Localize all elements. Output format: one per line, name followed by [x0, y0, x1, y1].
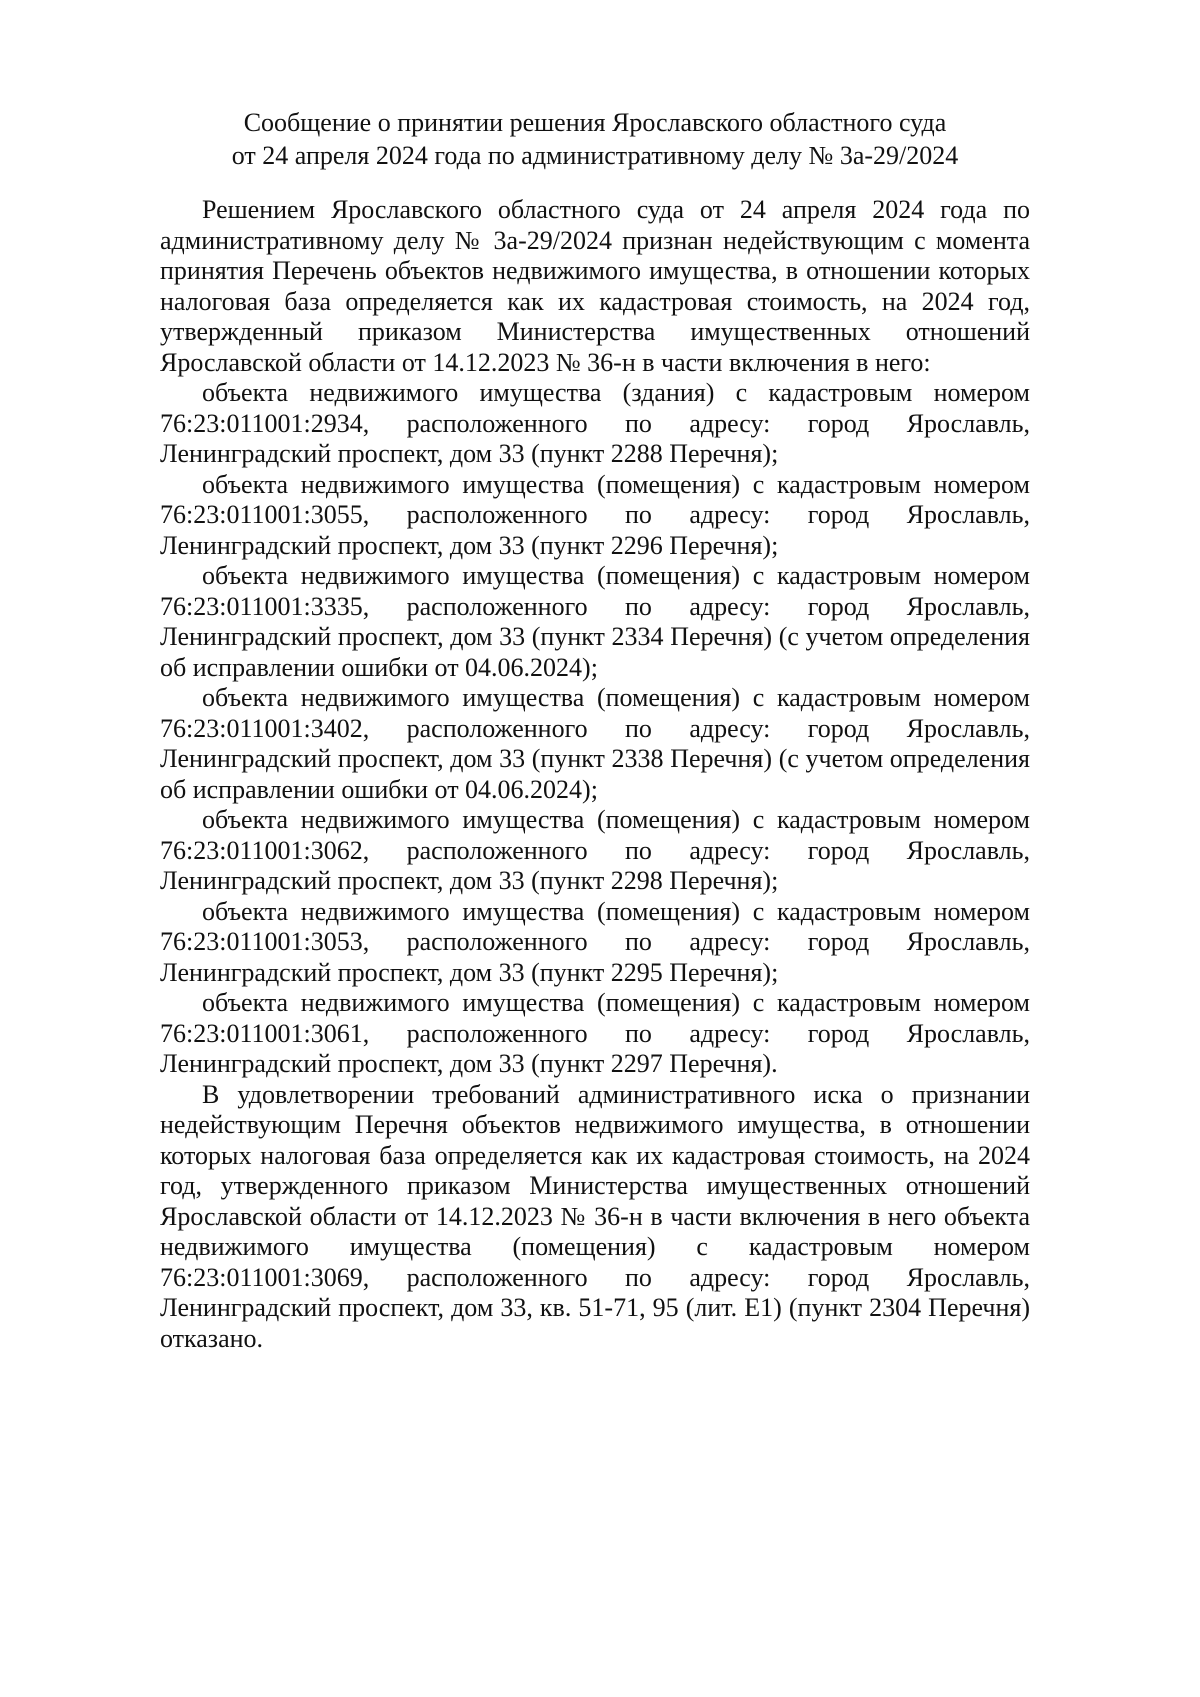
list-item: объекта недвижимого имущества (помещения) с кадастровым номером 76:23:011001:3053, расположенного по адресу: город Ярославль, Ленинградский проспект, дом 33 (пункт 2295 Перечня);	[160, 896, 1030, 987]
title-line-2: от 24 апреля 2024 года по административному делу № 3а-29/2024	[231, 141, 959, 170]
list-item: объекта недвижимого имущества (здания) с кадастровым номером 76:23:011001:2934, расположенного по адресу: город Ярославль, Ленинградский проспект, дом 33 (пункт 2288 Перечня);	[160, 378, 1030, 468]
list-item: объекта недвижимого имущества (помещения) с кадастровым номером 76:23:011001:3061, расположенного по адресу: город Ярославль, Ленинградский проспект, дом 33 (пункт 2297 Перечня).	[160, 988, 1030, 1078]
list-item: объекта недвижимого имущества (помещения) с кадастровым номером 76:23:011001:3055, расположенного по адресу: город Ярославль, Ленинградский проспект, дом 33 (пункт 2296 Перечня);	[160, 469, 1030, 560]
intro-paragraph: Решением Ярославского областного суда от 24 апреля 2024 года по административному делу № 3а-29/2024 признан недействующим с момента принятия Перечень объектов недвижимого имущества, в отношении которых налоговая база определяется как их кадастровая стоимость, на 2024 год, утвержденный приказом Министерства имущественных отношений Ярославской области от 14.12.2023 № 36-н в части включения в него:	[160, 195, 1030, 377]
document-title	[160, 106, 1030, 172]
list-item: объекта недвижимого имущества (помещения) с кадастровым номером 76:23:011001:3402, расположенного по адресу: город Ярославль, Ленинградский проспект, дом 33 (пункт 2338 Перечня) (с учетом определения об исправлении ошибки от 04.06.2024);	[160, 683, 1030, 804]
document-body	[160, 195, 1030, 1354]
list-item: объекта недвижимого имущества (помещения) с кадастровым номером 76:23:011001:3062, расположенного по адресу: город Ярославль, Ленинградский проспект, дом 33 (пункт 2298 Перечня);	[160, 805, 1030, 895]
title-line-1: Сообщение о принятии решения Ярославского областного суда	[243, 108, 947, 137]
refusal-paragraph: В удовлетворении требований административного иска о признании недействующим Перечня объектов недвижимого имущества, в отношении которых налоговая база определяется как их кадастровая стоимость, на 2024 год, утвержденного приказом Министерства имущественных отношений Ярославской области от 14.12.2023 № 36-н в части включения в него объекта недвижимого имущества (помещения) с кадастровым номером 76:23:011001:3069, расположенного по адресу: город Ярославль, Ленинградский проспект, дом 33, кв. 51-71, 95 (лит. Е1) (пункт 2304 Перечня) отказано.	[160, 1079, 1030, 1353]
list-item: объекта недвижимого имущества (помещения) с кадастровым номером 76:23:011001:3335, расположенного по адресу: город Ярославль, Ленинградский проспект, дом 33 (пункт 2334 Перечня) (с учетом определения об исправлении ошибки от 04.06.2024);	[160, 561, 1030, 682]
